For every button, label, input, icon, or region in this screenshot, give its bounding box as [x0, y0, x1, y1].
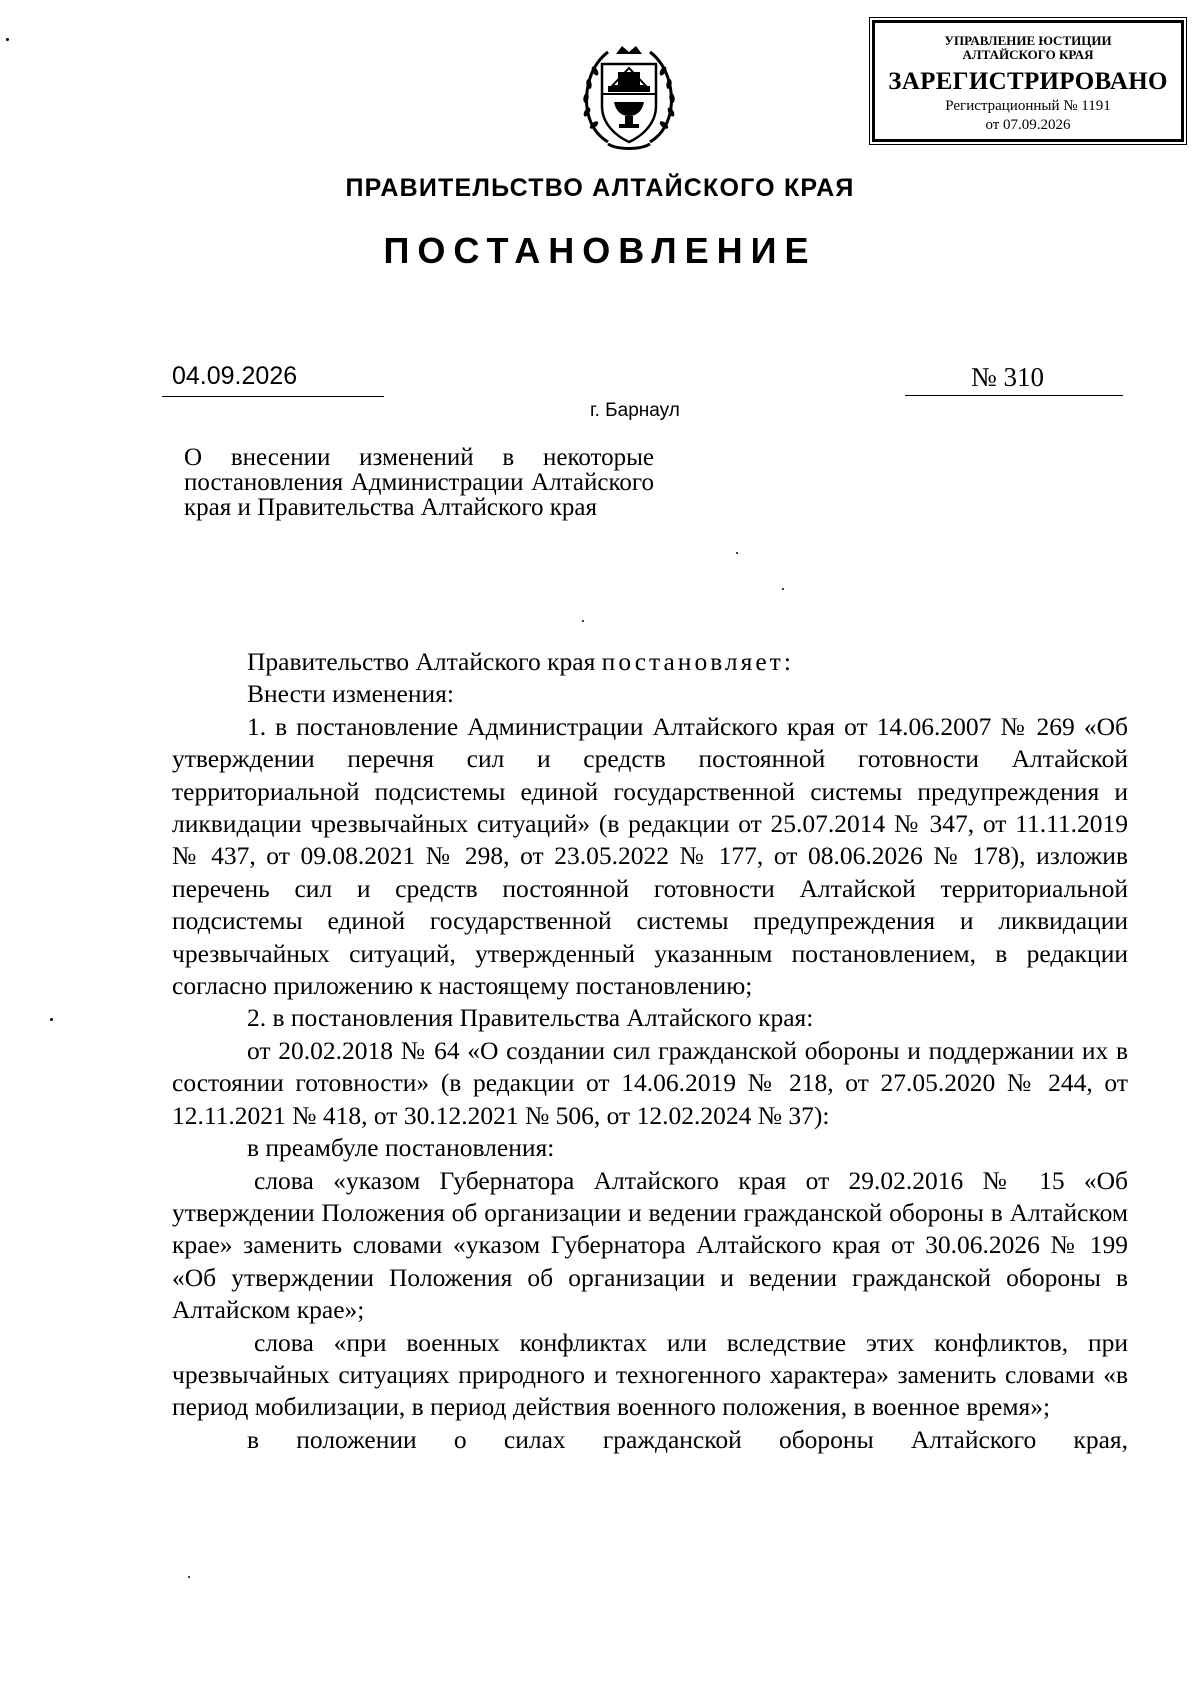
words-replacement-2-paragraph: слова «при военных конфликтах или вследствие этих конфликтов, при чрезвычайных ситуациях природного и техногенного характера» заменить словами «в период мобилизации, в период действия военного положения, в военное время»;: [172, 1327, 1128, 1422]
intro-paragraph: Внести изменения:: [247, 679, 454, 709]
document-subject: О внесении изменений в некоторые постановления Администрации Алтайского края и Правительства Алтайского края: [184, 444, 654, 521]
scan-speck: [782, 588, 784, 590]
item-2-sub-paragraph: от 20.02.2018 № 64 «О создании сил гражданской обороны и поддержании их в состоянии готовности» (в редакции от 14.06.2019 № 218, от 27.05.2020 № 244, от 12.11.2021 № 418, от 30.12.2021 № 506, от 12.02.2024 № 37):: [172, 1035, 1128, 1130]
registration-stamp: [872, 20, 1184, 142]
item-1-paragraph: 1. в постановление Администрации Алтайского края от 14.06.2007 № 269 «Об утверждении перечня сил и средств постоянной готовности Алтайской территориальной подсистемы единой государственной системы предупреждения и ликвидации чрезвычайных ситуаций» (в редакции от 25.07.2014 № 347, от 11.11.2019 № 437, от 09.08.2021 № 298, от 23.05.2022 № 177, от 08.06.2026 № 178), изложив перечень сил и средств постоянной готовности Алтайской территориальной подсистемы единой государственной системы предупреждения и ликвидации чрезвычайных ситуаций, утвержденный указанным постановлением, в редакции согласно приложению к настоящему постановлению;: [172, 711, 1128, 1001]
stamp-authority-line1: УПРАВЛЕНИЕ ЮСТИЦИИ: [944, 33, 1112, 48]
stamp-status: ЗАРЕГИСТРИРОВАНО: [888, 68, 1168, 95]
preamble-note-paragraph: в преамбуле постановления:: [247, 1133, 555, 1163]
scan-speck: [6, 38, 9, 41]
stamp-registration-date: от 07.09.2026: [985, 117, 1071, 133]
altai-coat-of-arms-emblem: [578, 42, 680, 154]
scan-speck: [582, 620, 584, 622]
preamble-verb: постановляет: [601, 647, 784, 676]
item-2-paragraph: 2. в постановления Правительства Алтайского края:: [247, 1003, 814, 1033]
document-type-title: ПОСТАНОВЛЕНИЕ: [383, 230, 817, 271]
scan-speck: [188, 1576, 190, 1578]
government-title: ПРАВИТЕЛЬСТВО АЛТАЙСКОГО КРАЯ: [345, 174, 855, 202]
document-date: 04.09.2026: [162, 362, 384, 397]
preamble-suffix: :: [783, 647, 791, 676]
document-body: [172, 646, 1128, 1456]
preamble-paragraph: [172, 646, 1128, 678]
scan-speck: [50, 1018, 53, 1021]
document-number: № 310: [905, 362, 1123, 396]
stamp-registration-number: Регистрационный № 1191: [945, 98, 1111, 114]
preamble-prefix: Правительство Алтайского края: [247, 647, 602, 676]
words-replacement-1-paragraph: слова «указом Губернатора Алтайского края от 29.02.2016 № 15 «Об утверждении Положения об организации и ведении гражданской обороны в Алтайском крае» заменить словами «указом Губернатора Алтайского края от 30.06.2026 № 199 «Об утверждении Положения об организации и ведении гражданской обороны в Алтайском крае»;: [172, 1165, 1128, 1325]
regulation-forces-paragraph: в положении о силах гражданской обороны Алтайского края,: [247, 1424, 1128, 1454]
stamp-authority-line2: АЛТАЙСКОГО КРАЯ: [962, 47, 1094, 62]
scan-speck: [736, 552, 738, 554]
document-city: г. Барнаул: [590, 400, 680, 421]
